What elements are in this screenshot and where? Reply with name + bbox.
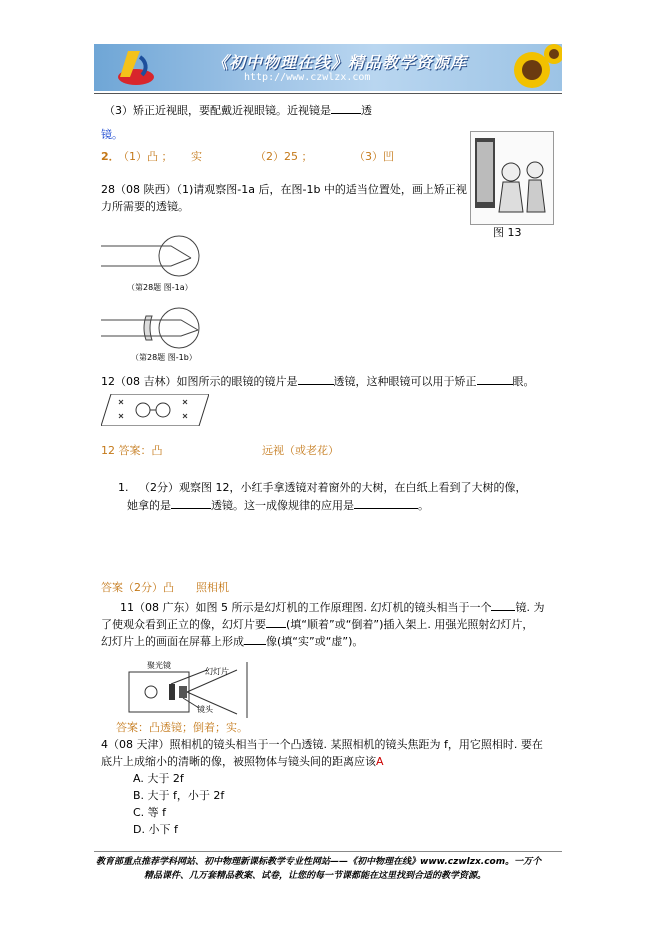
banner-title: 《初中物理在线》精品教学资源库: [212, 53, 468, 72]
header-rule: [94, 93, 562, 94]
footer-rule: [94, 851, 562, 852]
q4-option-b: B. 大于 f，小于 2f: [133, 789, 225, 802]
answer11: 答案：凸透镜；倒着；实。: [116, 721, 248, 734]
q4-option-a: A. 大于 2f: [133, 772, 184, 785]
glasses-icon: [101, 394, 209, 426]
answer2-p3: （3）凹: [354, 150, 394, 163]
figure-13-caption: 图 13: [493, 226, 522, 239]
q11-line1: 11（08 广东）如图 5 所示是幻灯机的工作原理图. 幻灯机的镜头相当于一个 镜. 为: [120, 601, 545, 614]
q1-line2: 她拿的是 透镜。这一成像规律的应用是 。: [127, 499, 429, 512]
lens-and-tree-illustration-icon: [471, 132, 553, 224]
q4-option-d: D. 小下 f: [133, 823, 178, 836]
glasses-figure: [101, 394, 209, 426]
footer-line1: 教育部重点推荐学科网站、初中物理新课标教学专业性网站——《初中物理在线》www.czwlzx.com。一万个: [96, 857, 542, 867]
answer2-p1: （1）凸 ；: [118, 150, 173, 163]
figure-13-image: [470, 131, 554, 225]
label-slide: 幻灯片: [205, 667, 229, 676]
figure-28-image: [101, 232, 202, 366]
q4-option-c: C. 等 f: [133, 806, 167, 819]
figure-28a-label: （第28题 图-1a）: [127, 283, 193, 292]
footer-line2: 精品课件、几万套精品教案、试卷，让您的每一节课都能在这里找到合适的教学资源。: [144, 871, 487, 881]
answer1-value: 照相机: [196, 581, 229, 594]
site-logo-icon: [114, 47, 158, 89]
q4-answer: A: [376, 755, 384, 768]
q11-line2: 了使观众看到正立的像，幻灯片要 (填“顺着”或“倒着”)插入架上. 用强光照射幻灯片，: [101, 618, 534, 631]
q1-line1: （2分）观察图 12，小红手拿透镜对着窗外的大树，在白纸上看到了大树的像，: [139, 481, 527, 494]
figure-5-projector: [127, 660, 272, 718]
label-lens: 镜头: [197, 705, 213, 714]
q1-num: 1.: [118, 481, 129, 494]
figure-28b-label: （第28题 图-1b）: [131, 353, 197, 362]
banner-url: http://www.czwlzx.com: [244, 72, 371, 83]
q12-line: 12（08 吉林）如图所示的眼镜的镜片是 透镜，这种眼镜可以用于矫正 眼。: [101, 375, 535, 388]
q11-line3: 幻灯片上的画面在屏幕上形成 像(填“实”或“虚”)。: [101, 635, 364, 648]
q28-line1: 28（08 陕西）（1)请观察图-1a 后，在图-1b 中的适当位置处，画上矫正视: [101, 183, 467, 196]
answer1-label: 答案（2分）凸: [101, 581, 174, 594]
q4-line1: 4（08 天津）照相机的镜头相当于一个凸透镜. 某照相机的镜头焦距为 f，用它照相时. 要在: [101, 738, 543, 751]
q3-line1: （3）矫正近视眼，要配戴近视眼镜。近视镜是 透: [104, 104, 372, 117]
answer2-num: 2．: [101, 150, 120, 163]
sunflower-icon: [492, 44, 562, 91]
label-condenser: 聚光镜: [147, 661, 171, 670]
eye-ray-diagram-icon: [101, 232, 202, 366]
answer12-value: 远视（或老花）: [262, 444, 339, 457]
header-banner: [94, 44, 562, 91]
answer2-p1b: 实: [191, 150, 202, 163]
q28-line2: 力所需要的透镜。: [101, 200, 189, 213]
q3-line2: 镜。: [101, 128, 123, 141]
answer12-label: 12 答案：凸: [101, 444, 163, 457]
q4-line2: 底片上成缩小的清晰的像，被照物体与镜头间的距离应该A: [101, 755, 384, 768]
answer2-p2: （2）25 ；: [255, 150, 313, 163]
